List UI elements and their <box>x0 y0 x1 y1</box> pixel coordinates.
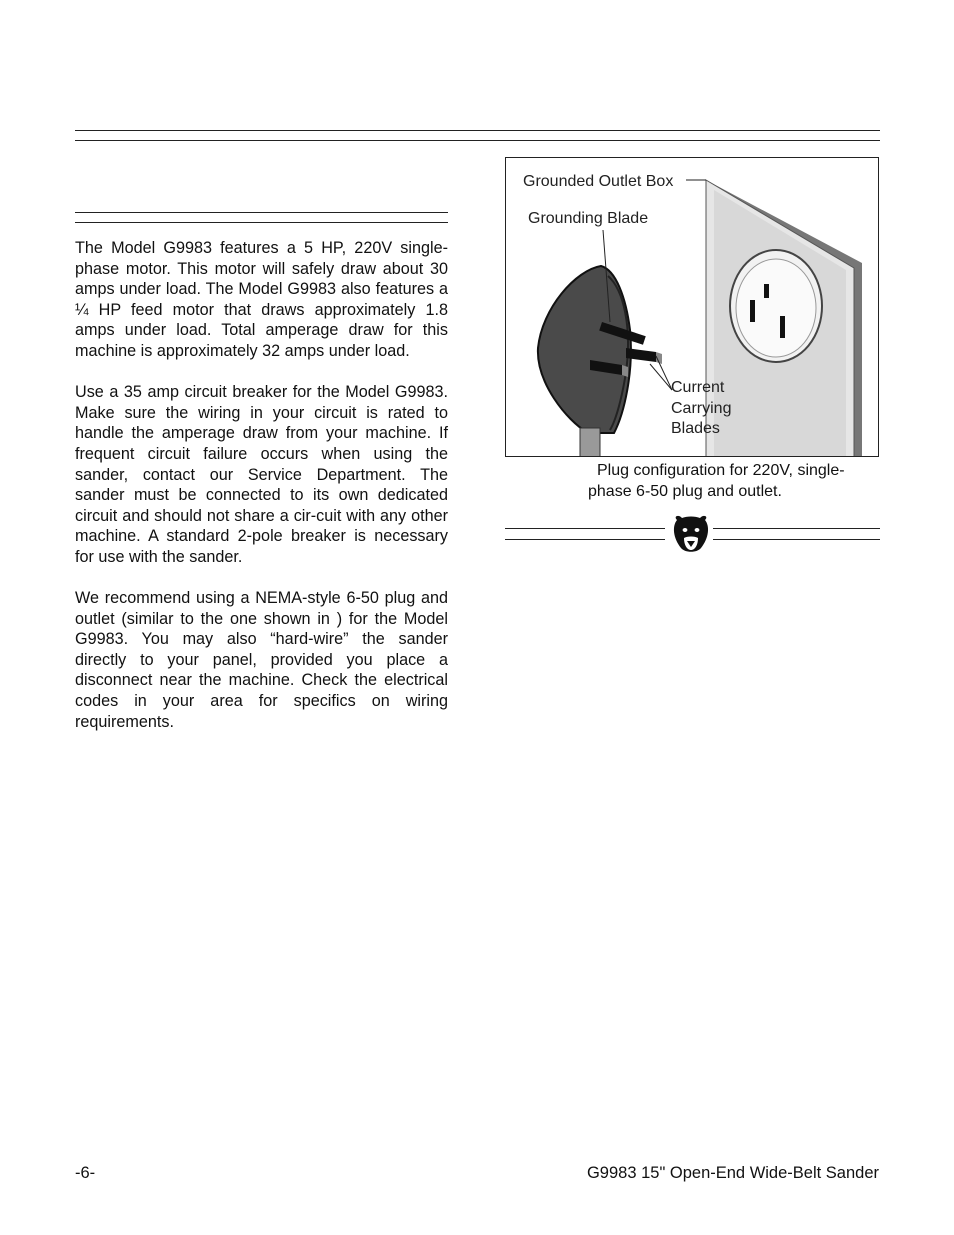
paragraph-breaker: Use a 35 amp circuit breaker for the Model G9983. Make sure the wiring in your circuit is rated to handle the amperage draw from your machine. If frequent circuit failure occurs when using the sander, contact our Service Department. The sander must be connected to its own dedicated circuit and should not share a cir-cuit with any other machine. A standard 2-pole breaker is necessary for use with the sander. <box>75 383 448 566</box>
header-rule-bottom <box>75 140 880 141</box>
section-rule-bottom <box>75 222 448 223</box>
paragraph-motor: The Model G9983 features a 5 HP, 220V single-phase motor. This motor will safely draw about 30 amps under load. The Model G9983 also features a ¼ HP feed motor that draws approximately 1.8 amps under load. Total amperage draw for this machine is approximately 32 amps under load. <box>75 239 448 360</box>
page-number: -6- <box>75 1164 96 1182</box>
body-text <box>75 238 448 753</box>
divider-rule-right-top <box>713 528 880 529</box>
header-rule-top <box>75 130 880 131</box>
plug-figure <box>505 157 879 457</box>
divider-rule-left-top <box>505 528 665 529</box>
figure-caption <box>588 460 878 502</box>
footer-title: G9983 15" Open-End Wide-Belt Sander <box>586 1164 879 1182</box>
section-rule-top <box>75 212 448 213</box>
paragraph-plug: We recommend using a NEMA-style 6-50 plug and outlet (similar to the one shown in ) for the Model G9983. You may also “hard-wire” the sander directly to your panel, provided you place a disconnect near the machine. Check the electrical codes in your area for specifics on wiring requirements. <box>75 589 448 731</box>
label-grounded-outlet-box: Grounded Outlet Box <box>523 173 674 190</box>
plug-body <box>538 266 631 433</box>
label-current-1: Current <box>671 379 725 396</box>
label-grounding-blade: Grounding Blade <box>528 210 649 227</box>
caption-line-1: Plug configuration for 220V, single- <box>597 462 845 479</box>
divider-rule-right-bottom <box>713 539 880 540</box>
bear-head-icon <box>671 514 711 556</box>
caption-line-2: phase 6-50 plug and outlet. <box>588 483 782 500</box>
label-current-3: Blades <box>671 420 720 437</box>
divider-rule-left-bottom <box>505 539 665 540</box>
plug-cord <box>580 428 600 457</box>
label-current-2: Carrying <box>671 400 732 417</box>
